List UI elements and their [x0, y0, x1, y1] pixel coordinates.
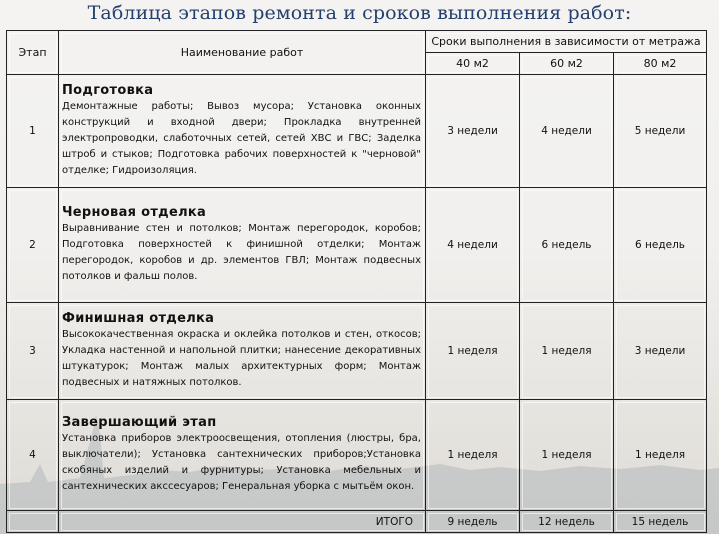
header-terms: Сроки выполнения в зависимости от метража — [426, 31, 707, 53]
total-60: 12 недель — [520, 511, 614, 533]
term-40: 3 недели — [426, 75, 520, 188]
total-40: 9 недель — [426, 511, 520, 533]
table-row — [7, 400, 707, 511]
stage-works — [59, 75, 426, 188]
header-area-40: 40 м2 — [426, 53, 520, 75]
stage-number: 1 — [7, 75, 59, 188]
table-row — [7, 303, 707, 400]
stage-description: Высококачественная окраска и оклейка потолков и стен, откосов; Укладка настенной и напольной плитки; нанесение декоративных штукатурок; Монтаж малых архитектурных форм; Монтаж подвесных и натяжных потолков. — [62, 329, 421, 388]
stage-works — [59, 188, 426, 303]
stage-description: Выравнивание стен и потолков; Монтаж перегородок, коробов; Подготовка поверхностей к финишной отделки; Монтаж перегородок, коробов и др. элементов ГВЛ; Монтаж подвесных потолков и фальш полов. — [62, 223, 421, 282]
header-area-60: 60 м2 — [520, 53, 614, 75]
total-80: 15 недель — [614, 511, 707, 533]
stage-name: Завершающий этап — [62, 415, 217, 430]
table-row — [7, 188, 707, 303]
term-60: 1 неделя — [520, 303, 614, 400]
stage-number: 3 — [7, 303, 59, 400]
term-80: 1 неделя — [614, 400, 707, 511]
page-title: Таблица этапов ремонта и сроков выполнения работ: — [87, 2, 632, 24]
stage-name: Финишная отделка — [62, 311, 215, 326]
header-stage: Этап — [7, 31, 59, 75]
stage-name: Черновая отделка — [62, 205, 207, 220]
stage-works — [59, 303, 426, 400]
table-row — [7, 75, 707, 188]
term-60: 4 недели — [520, 75, 614, 188]
term-40: 1 неделя — [426, 400, 520, 511]
stage-works — [59, 400, 426, 511]
total-row — [7, 511, 707, 533]
header-works: Наименование работ — [59, 31, 426, 75]
term-60: 6 недель — [520, 188, 614, 303]
stage-description: Установка приборов электроосвещения, отопления (люстры, бра, выключатели); Установка сантехнических приборов;Установка скобяных изделий и фурнитуры; Установка мебельных и сантехнических акссесуаров; Генеральная уборка с мытьём окон. — [62, 433, 421, 492]
term-60: 1 неделя — [520, 400, 614, 511]
total-label: ИТОГО — [59, 511, 426, 533]
stage-name: Подготовка — [62, 83, 154, 98]
term-80: 5 недели — [614, 75, 707, 188]
term-40: 1 неделя — [426, 303, 520, 400]
term-80: 3 недели — [614, 303, 707, 400]
stage-description: Демонтажные работы; Вывоз мусора; Установка оконных конструкций и входной двери; Прокладка внутренней электропроводки, слаботочных сетей, сетей ХВС и ГВС; Заделка штроб и стыков; Подготовка рабочих поверхностей к "черновой" отделке; Гидроизоляция. — [62, 101, 421, 176]
total-empty-cell — [7, 511, 59, 533]
term-40: 4 недели — [426, 188, 520, 303]
stage-number: 4 — [7, 400, 59, 511]
header-row — [7, 31, 707, 53]
stage-number: 2 — [7, 188, 59, 303]
header-area-80: 80 м2 — [614, 53, 707, 75]
repair-schedule-table — [6, 30, 707, 533]
term-80: 6 недель — [614, 188, 707, 303]
